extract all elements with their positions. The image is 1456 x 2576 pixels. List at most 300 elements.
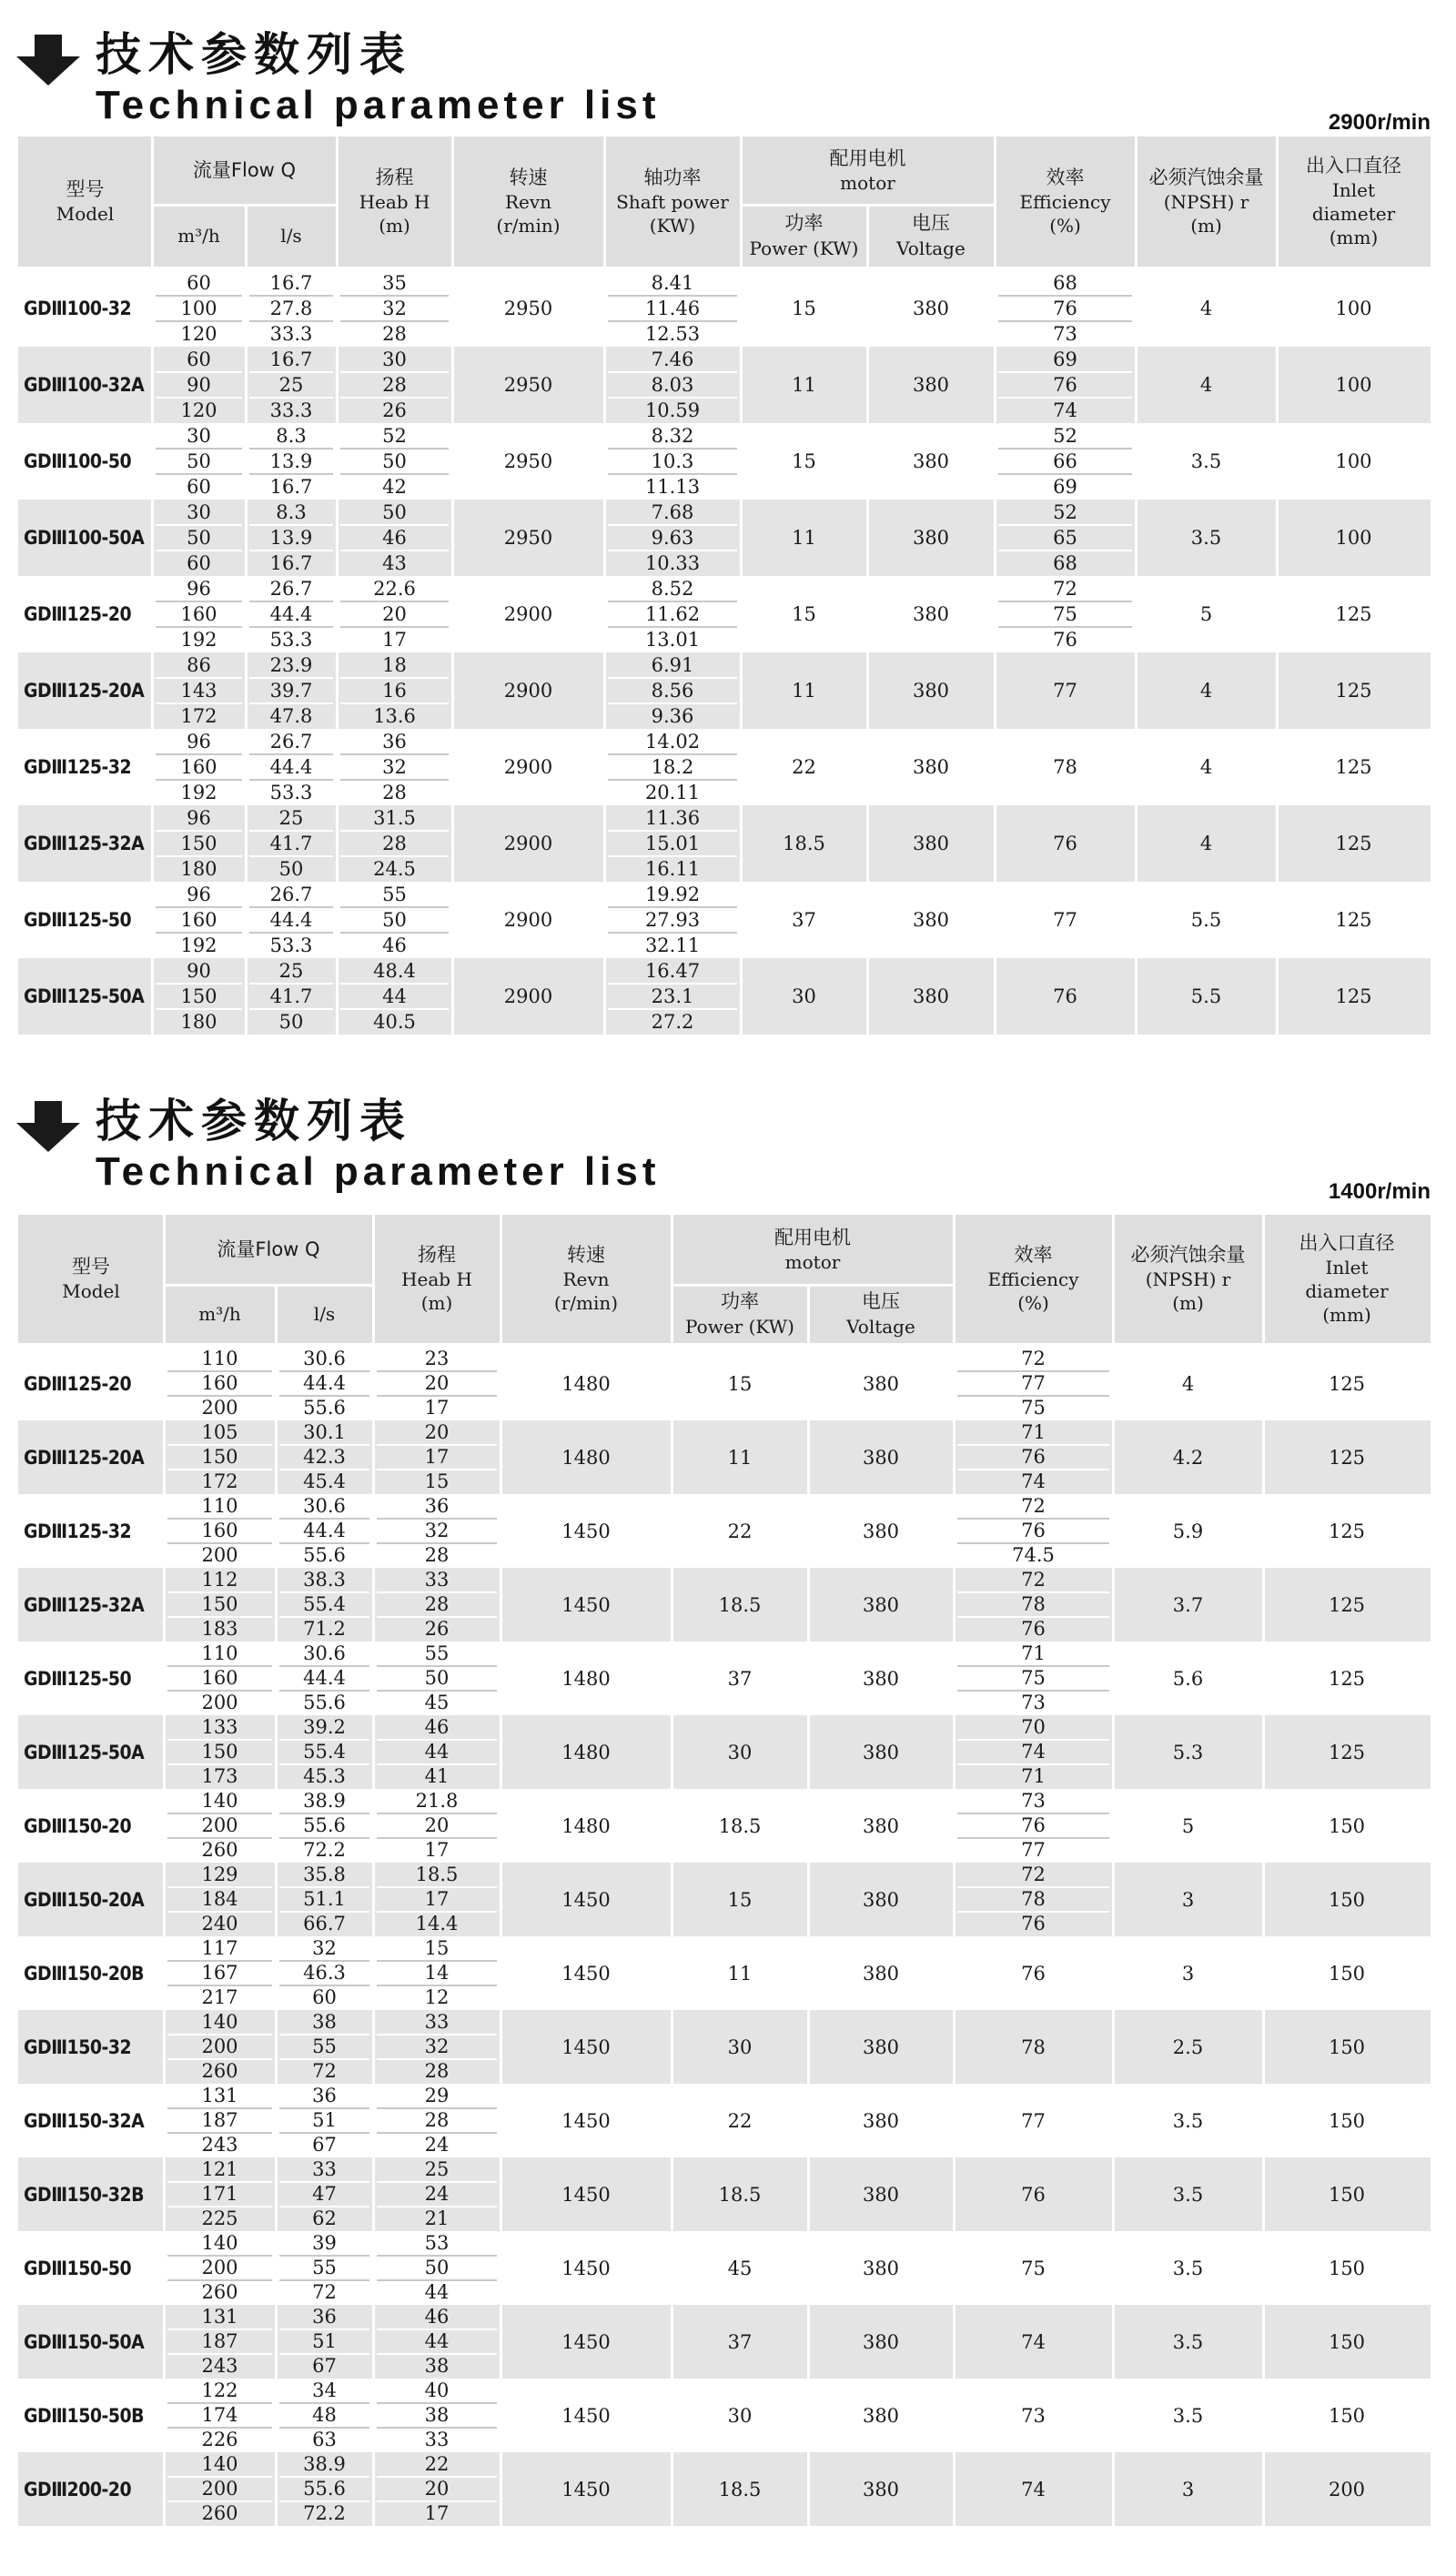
- column-divider: [336, 958, 339, 1035]
- efficiency-cell: 76: [1021, 2183, 1046, 2206]
- flow-ls-cell: 35.8: [303, 1864, 346, 1885]
- flow-ls-cell: 23.9: [269, 654, 313, 676]
- head-cell: 18.5: [415, 1864, 459, 1885]
- header-model-text: 型号: [72, 1255, 110, 1278]
- header-head-text: Heab H: [359, 191, 430, 214]
- flow-m3-cell: 187: [201, 2109, 238, 2131]
- column-divider: [372, 1642, 375, 1715]
- column-divider: [451, 576, 454, 652]
- flow-ls-cell: 47.8: [269, 705, 313, 727]
- efficiency-cell: 77: [1021, 2109, 1046, 2132]
- flow-m3-cell: 90: [187, 374, 211, 396]
- npsh-cell: 4: [1199, 833, 1213, 854]
- column-divider: [1135, 423, 1138, 500]
- flow-ls-cell: 45.4: [303, 1470, 346, 1492]
- head-cell: 15: [424, 1470, 450, 1492]
- speed-cell: 1450: [561, 1593, 611, 1616]
- column-divider: [245, 423, 248, 500]
- model-cell: GDⅢ125-32: [24, 756, 132, 778]
- column-divider: [245, 347, 248, 423]
- efficiency-cell: 73: [1021, 1692, 1046, 1713]
- column-divider: [953, 1420, 956, 1494]
- table-row: [18, 1642, 1431, 1715]
- flow-m3-cell: 121: [201, 2158, 238, 2180]
- column-divider: [151, 652, 154, 729]
- column-divider: [1276, 500, 1279, 576]
- flow-m3-cell: 192: [180, 934, 217, 956]
- flow-ls-cell: 30.6: [303, 1495, 346, 1517]
- column-divider: [336, 423, 339, 500]
- column-divider: [740, 500, 743, 576]
- flow-ls-cell: 71.2: [303, 1618, 346, 1640]
- column-divider: [336, 805, 339, 882]
- efficiency-cell: 70: [1021, 1716, 1046, 1738]
- column-divider: [1262, 1494, 1265, 1568]
- column-divider: [807, 1715, 810, 1789]
- table-row: [18, 2231, 1431, 2305]
- column-divider: [275, 2452, 278, 2526]
- column-divider: [163, 2231, 166, 2305]
- shaft-power-cell: 14.02: [644, 731, 701, 753]
- speed-cell: 1450: [561, 2036, 611, 2058]
- column-divider: [953, 2379, 956, 2452]
- header-efficiency-text: 效率: [1014, 1243, 1053, 1266]
- column-divider: [275, 1347, 278, 1420]
- column-divider: [807, 1642, 810, 1715]
- speed-cell: 1450: [561, 2330, 611, 2353]
- voltage-cell: 380: [912, 985, 950, 1007]
- voltage-cell: 380: [862, 1814, 900, 1837]
- flow-m3-cell: 200: [201, 2036, 238, 2057]
- header-divider: [1276, 136, 1279, 267]
- efficiency-cell: 77: [1021, 1372, 1046, 1394]
- head-cell: 50: [382, 909, 407, 931]
- efficiency-cell: 78: [1021, 1593, 1046, 1615]
- section-title-en: Technical parameter list: [96, 83, 661, 127]
- flow-ls-cell: 60: [312, 1986, 337, 2008]
- model-cell: GDⅢ150-32: [24, 2036, 132, 2058]
- column-divider: [953, 2157, 956, 2231]
- column-divider: [500, 2231, 502, 2305]
- flow-ls-cell: 41.7: [269, 985, 313, 1007]
- speed-cell: 1450: [561, 1888, 611, 1911]
- column-divider: [245, 270, 248, 347]
- flow-m3-cell: 30: [187, 501, 211, 523]
- column-divider: [500, 2305, 502, 2379]
- flow-ls-cell: 72.2: [303, 2502, 346, 2524]
- column-divider: [807, 1789, 810, 1863]
- flow-m3-cell: 60: [187, 349, 211, 370]
- flow-m3-cell: 110: [201, 1348, 238, 1369]
- column-divider: [807, 1568, 810, 1642]
- head-cell: 26: [382, 399, 407, 421]
- inlet-cell: 125: [1328, 1446, 1366, 1469]
- column-divider: [1262, 1789, 1265, 1863]
- speed-cell: 1480: [561, 1814, 611, 1837]
- inlet-cell: 150: [1328, 2257, 1366, 2279]
- column-divider: [994, 423, 996, 500]
- efficiency-cell: 77: [1053, 909, 1077, 931]
- header-model: [18, 136, 152, 267]
- header-inlet-text: 出入口直径: [1306, 154, 1401, 177]
- column-divider: [151, 729, 154, 805]
- column-divider: [275, 2010, 278, 2084]
- model-cell: GDⅢ125-20A: [24, 680, 145, 702]
- flow-ls-cell: 55: [312, 2257, 337, 2278]
- efficiency-cell: 76: [1021, 1618, 1046, 1640]
- shaft-power-cell: 9.36: [651, 705, 694, 727]
- column-divider: [807, 1863, 810, 1936]
- voltage-cell: 380: [862, 2109, 900, 2132]
- voltage-cell: 380: [862, 2036, 900, 2058]
- header-motor-text: 配用电机: [774, 1226, 851, 1248]
- model-cell: GDⅢ150-20A: [24, 1888, 145, 1911]
- header-efficiency-text: 效率: [1046, 166, 1085, 188]
- header-divider: [372, 1215, 375, 1343]
- column-divider: [372, 2157, 375, 2231]
- efficiency-cell: 76: [1021, 1446, 1046, 1468]
- column-divider: [275, 1936, 278, 2010]
- flow-m3-cell: 117: [201, 1937, 238, 1959]
- column-divider: [807, 2452, 810, 2526]
- flow-m3-cell: 160: [201, 1667, 238, 1689]
- head-cell: 50: [424, 2257, 450, 2278]
- column-divider: [671, 2157, 673, 2231]
- shaft-power-cell: 27.2: [651, 1011, 694, 1033]
- column-divider: [671, 1420, 673, 1494]
- column-divider: [372, 1789, 375, 1863]
- model-cell: GDⅢ125-20: [24, 1372, 132, 1395]
- efficiency-cell: 73: [1021, 2404, 1046, 2427]
- column-divider: [245, 652, 248, 729]
- efficiency-cell: 78: [1021, 2036, 1046, 2058]
- flow-ls-cell: 44.4: [269, 603, 313, 625]
- column-divider: [275, 1420, 278, 1494]
- power-cell: 37: [792, 909, 816, 931]
- header-divider: [807, 1285, 810, 1343]
- flow-m3-cell: 140: [201, 2453, 238, 2475]
- header-divider: [336, 136, 339, 267]
- column-divider: [372, 2010, 375, 2084]
- header-inlet-text: Inlet: [1331, 179, 1376, 202]
- flow-m3-cell: 120: [180, 399, 217, 421]
- head-cell: 38: [424, 2404, 450, 2426]
- flow-m3-cell: 150: [180, 985, 217, 1007]
- column-divider: [1262, 2010, 1265, 2084]
- column-divider: [603, 652, 606, 729]
- head-cell: 28: [382, 833, 407, 854]
- npsh-cell: 4: [1199, 374, 1213, 396]
- efficiency-cell: 75: [1053, 603, 1077, 625]
- flow-ls-cell: 46.3: [303, 1962, 346, 1984]
- npsh-cell: 4.2: [1172, 1446, 1204, 1469]
- header-divider: [1112, 1215, 1115, 1343]
- flow-m3-cell: 200: [201, 1544, 238, 1566]
- table-row: [18, 1715, 1431, 1789]
- efficiency-cell: 76: [1053, 629, 1077, 651]
- flow-m3-cell: 167: [201, 1962, 238, 1984]
- shaft-power-cell: 11.62: [644, 603, 701, 625]
- flow-ls-cell: 72.2: [303, 1839, 346, 1861]
- shaft-power-cell: 19.92: [644, 884, 701, 905]
- column-divider: [372, 2452, 375, 2526]
- header-inlet-text: Inlet: [1325, 1257, 1369, 1279]
- column-divider: [163, 1863, 166, 1936]
- header-speed-text: Revn: [562, 1268, 610, 1291]
- flow-m3-cell: 160: [180, 603, 217, 625]
- header-divider: [671, 1215, 673, 1343]
- efficiency-cell: 78: [1053, 756, 1077, 778]
- column-divider: [1262, 2231, 1265, 2305]
- efficiency-cell: 72: [1053, 578, 1077, 600]
- header-motor-text: 配用电机: [829, 146, 906, 169]
- voltage-cell: 380: [862, 1520, 900, 1542]
- efficiency-cell: 74: [1021, 2330, 1046, 2353]
- column-divider: [336, 347, 339, 423]
- header-head-text: 扬程: [418, 1243, 456, 1266]
- shaft-power-cell: 8.32: [651, 425, 694, 447]
- column-divider: [275, 1715, 278, 1789]
- model-cell: GDⅢ125-20A: [24, 1446, 145, 1469]
- flow-m3-cell: 217: [201, 1986, 238, 2008]
- header-divider: [451, 136, 454, 267]
- column-divider: [671, 1642, 673, 1715]
- header-inlet-text: diameter: [1305, 1280, 1389, 1303]
- flow-m3-cell: 160: [180, 756, 217, 778]
- column-divider: [1276, 882, 1279, 958]
- npsh-cell: 2.5: [1172, 2036, 1204, 2058]
- header-shaft-power-text: (KW): [649, 215, 696, 237]
- column-divider: [500, 1789, 502, 1863]
- head-cell: 20: [424, 1814, 450, 1836]
- header-voltage: [808, 1285, 954, 1343]
- header-voltage-text: 电压: [912, 212, 950, 235]
- flow-ls-cell: 50: [278, 858, 304, 880]
- flow-m3-cell: 243: [201, 2355, 238, 2377]
- flow-m3-cell: 150: [201, 1741, 238, 1763]
- head-cell: 22.6: [373, 578, 416, 600]
- table-row: [18, 2157, 1431, 2231]
- flow-m3-cell: 112: [201, 1569, 238, 1591]
- column-divider: [1135, 652, 1138, 729]
- header-divider: [152, 204, 337, 207]
- efficiency-cell: 77: [1021, 1839, 1046, 1861]
- column-divider: [671, 2010, 673, 2084]
- voltage-cell: 380: [912, 909, 950, 931]
- efficiency-cell: 74: [1021, 1470, 1046, 1492]
- table-row: [18, 500, 1431, 576]
- column-divider: [807, 2379, 810, 2452]
- table-row: [18, 805, 1431, 882]
- header-motor-text: motor: [784, 1251, 841, 1274]
- efficiency-cell: 72: [1021, 1864, 1046, 1885]
- flow-m3-cell: 172: [180, 705, 217, 727]
- speed-cell: 1450: [561, 2257, 611, 2279]
- header-model-text: Model: [62, 1280, 120, 1303]
- efficiency-cell: 71: [1021, 1765, 1046, 1787]
- voltage-cell: 380: [912, 450, 950, 472]
- flow-ls-cell: 30.6: [303, 1642, 346, 1664]
- shaft-power-cell: 18.2: [651, 756, 694, 778]
- column-divider: [275, 1789, 278, 1863]
- column-divider: [1276, 652, 1279, 729]
- column-divider: [372, 1715, 375, 1789]
- column-divider: [451, 958, 454, 1035]
- header-speed-text: (r/min): [553, 1292, 619, 1315]
- head-cell: 28: [424, 2060, 450, 2082]
- head-cell: 50: [424, 1667, 450, 1689]
- header-divider: [741, 204, 995, 207]
- efficiency-cell: 76: [1053, 833, 1077, 854]
- flow-m3-cell: 260: [201, 2060, 238, 2082]
- speed-label: 2900r/min: [1328, 110, 1431, 135]
- flow-m3-cell: 96: [187, 884, 211, 905]
- flow-m3-cell: 160: [201, 1520, 238, 1541]
- column-divider: [500, 2379, 502, 2452]
- header-flow-m3: [164, 1285, 276, 1343]
- flow-ls-cell: 44.4: [303, 1372, 346, 1394]
- power-cell: 30: [727, 2036, 753, 2058]
- efficiency-cell: 77: [1053, 680, 1077, 702]
- flow-ls-cell: 33.3: [269, 323, 313, 345]
- column-divider: [163, 1642, 166, 1715]
- head-cell: 33: [424, 2429, 450, 2450]
- column-divider: [866, 882, 869, 958]
- table-header: [18, 136, 1431, 267]
- flow-m3-cell: 90: [187, 960, 211, 982]
- npsh-cell: 3.5: [1172, 2404, 1204, 2427]
- speed-cell: 2900: [503, 909, 553, 931]
- column-divider: [866, 347, 869, 423]
- flow-ls-cell: 67: [312, 2355, 337, 2377]
- header-flow: [152, 136, 337, 205]
- voltage-cell: 380: [862, 2330, 900, 2353]
- column-divider: [1112, 1936, 1115, 2010]
- flow-m3-cell: 225: [201, 2207, 238, 2229]
- column-divider: [500, 1715, 502, 1789]
- flow-m3-cell: 143: [180, 680, 217, 702]
- shaft-power-cell: 20.11: [644, 782, 701, 803]
- flow-ls-cell: 16.7: [269, 552, 313, 574]
- flow-m3-cell: 200: [201, 1692, 238, 1713]
- flow-m3-cell: 173: [201, 1765, 238, 1787]
- column-divider: [275, 2305, 278, 2379]
- section-title-en: Technical parameter list: [96, 1149, 661, 1194]
- efficiency-cell: 76: [1053, 298, 1077, 319]
- column-divider: [1262, 2157, 1265, 2231]
- head-cell: 17: [424, 1397, 450, 1419]
- head-cell: 44: [424, 2330, 450, 2352]
- npsh-cell: 5: [1181, 1814, 1195, 1837]
- column-divider: [245, 729, 248, 805]
- efficiency-cell: 74: [1021, 1741, 1046, 1763]
- head-cell: 21.8: [415, 1790, 459, 1812]
- header-efficiency-text: (%): [1049, 215, 1081, 237]
- power-cell: 37: [727, 2330, 753, 2353]
- header-inlet: [1277, 136, 1431, 267]
- header-head-text: (m): [420, 1292, 453, 1315]
- npsh-cell: 3: [1181, 2478, 1195, 2500]
- head-cell: 28: [424, 1593, 450, 1615]
- inlet-cell: 125: [1335, 603, 1372, 625]
- inlet-cell: 125: [1335, 909, 1372, 931]
- column-divider: [994, 652, 996, 729]
- flow-ls-cell: 41.7: [269, 833, 313, 854]
- header-divider: [151, 136, 154, 267]
- flow-m3-cell: 172: [201, 1470, 238, 1492]
- column-divider: [994, 958, 996, 1035]
- flow-m3-cell: 131: [201, 2085, 238, 2106]
- power-cell: 11: [727, 1446, 753, 1469]
- head-cell: 38: [424, 2355, 450, 2377]
- header-divider: [245, 205, 248, 267]
- column-divider: [671, 2452, 673, 2526]
- flow-m3-cell: 192: [180, 629, 217, 651]
- flow-m3-cell: 260: [201, 2281, 238, 2303]
- table-row: [18, 652, 1431, 729]
- column-divider: [500, 2084, 502, 2157]
- head-cell: 32: [424, 1520, 450, 1541]
- shaft-power-cell: 8.03: [651, 374, 694, 396]
- inlet-cell: 125: [1328, 1372, 1366, 1395]
- flow-m3-cell: 192: [180, 782, 217, 803]
- table-row: [18, 882, 1431, 958]
- model-cell: GDⅢ125-50A: [24, 985, 145, 1007]
- column-divider: [1276, 958, 1279, 1035]
- flow-ls-cell: 55.6: [303, 1397, 346, 1419]
- flow-m3-cell: 226: [201, 2429, 238, 2450]
- flow-ls-cell: 38.3: [303, 1569, 346, 1591]
- column-divider: [994, 347, 996, 423]
- column-divider: [1276, 347, 1279, 423]
- column-divider: [671, 2305, 673, 2379]
- header-inlet-text: (mm): [1322, 1304, 1371, 1327]
- flow-ls-cell: 51: [312, 2330, 337, 2352]
- header-divider: [866, 205, 869, 267]
- header-power-text: 功率: [784, 212, 824, 235]
- column-divider: [740, 882, 743, 958]
- head-cell: 44: [382, 985, 407, 1007]
- flow-ls-cell: 33.3: [269, 399, 313, 421]
- column-divider: [1135, 729, 1138, 805]
- flow-m3-cell: 110: [201, 1642, 238, 1664]
- flow-m3-cell: 160: [201, 1372, 238, 1394]
- head-cell: 46: [424, 2306, 450, 2328]
- column-divider: [1135, 500, 1138, 576]
- head-cell: 55: [424, 1642, 450, 1664]
- column-divider: [1262, 1642, 1265, 1715]
- header-head-text: Heab H: [401, 1268, 472, 1291]
- speed-cell: 1450: [561, 1520, 611, 1542]
- inlet-cell: 100: [1335, 298, 1372, 319]
- head-cell: 29: [424, 2085, 450, 2106]
- column-divider: [807, 1494, 810, 1568]
- inlet-cell: 125: [1335, 985, 1372, 1007]
- column-divider: [671, 1789, 673, 1863]
- head-cell: 26: [424, 1618, 450, 1640]
- inlet-cell: 125: [1335, 756, 1372, 778]
- power-cell: 15: [792, 298, 816, 319]
- column-divider: [807, 1347, 810, 1420]
- efficiency-cell: 76: [1021, 1913, 1046, 1935]
- efficiency-cell: 71: [1021, 1642, 1046, 1664]
- npsh-cell: 5.6: [1172, 1667, 1204, 1690]
- flow-m3-cell: 180: [180, 858, 217, 880]
- flow-m3-cell: 86: [187, 654, 211, 676]
- flow-ls-cell: 26.7: [269, 884, 313, 905]
- head-cell: 41: [424, 1765, 450, 1787]
- column-divider: [866, 805, 869, 882]
